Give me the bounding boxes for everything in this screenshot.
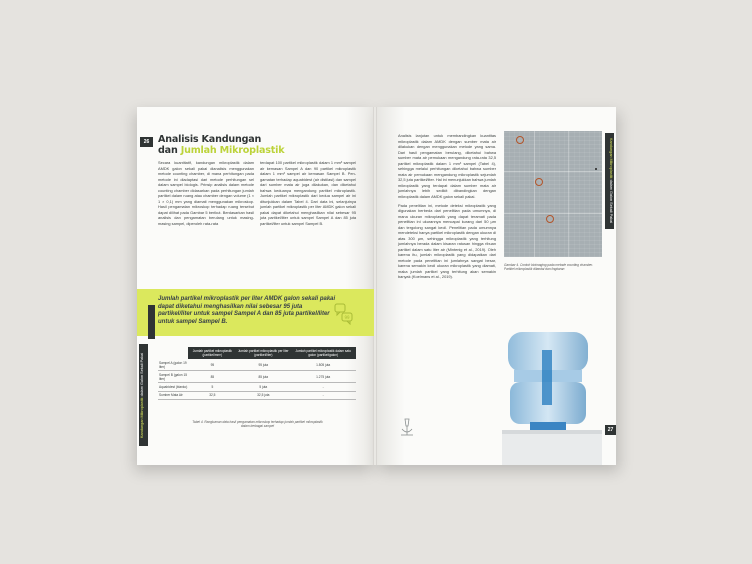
table-cell: 95 juta xyxy=(236,359,290,371)
table-header: Jumlah partikel mikroplastik dalam satu galon (partikel/galon) xyxy=(290,347,356,359)
table-cell: 1.275 juta xyxy=(290,371,356,383)
page-number-right: 27 xyxy=(605,425,616,435)
table-cell: 5 xyxy=(188,383,236,391)
table-row xyxy=(158,359,356,371)
speech-bubbles-icon xyxy=(334,303,354,325)
page-number-left: 26 xyxy=(140,137,153,147)
side-tab-subtitle: dalam Galon Sekali Pakai xyxy=(609,180,613,224)
table-cell: Sampel B (galon 15 liter) xyxy=(158,371,188,383)
table-cell: - xyxy=(290,383,356,391)
particle-marker xyxy=(535,178,543,186)
title-highlight: Jumlah Mikroplastik xyxy=(180,145,285,156)
table-cell: 85 juta xyxy=(236,371,290,383)
table-cell: Sampel A (galon 19 liter) xyxy=(158,359,188,371)
table-cell: - xyxy=(290,391,356,399)
paragraph: terdapat 100 partikel mikroplastik dalam 1 mm³ sampel air kemasan Sampel A dan 90 partikel mikroplastik dalam 1 mm³ sampel air kemasan Sampel B. Pengamatan terhadap aquabidest (air distilasi) dan sampel dari sumber mata air juga dilakukan, dan diketahui bahwa keduanya mengandung partikel mikroplastik. Jumlah partikel mikroplastik dari kedua sampel air ini ditunjukkan dalam Tabel 4. Dari data ini, selanjutnya jumlah partikel mikroplastik per liter AMDK galon sekali pakai dapat diketahui menghasilkan nilai sebesar 95 juta partikel/liter untuk sampel Sampel A dan 85 juta partikel/liter untuk sampel Sampel B. xyxy=(260,160,356,226)
right-side-tab xyxy=(605,133,614,229)
quote-bar xyxy=(148,305,155,339)
left-column-2 xyxy=(260,160,356,230)
section-title xyxy=(158,134,308,156)
table-cell: 95 xyxy=(188,359,236,371)
left-side-tab xyxy=(139,344,148,446)
table-cell: 32,5 xyxy=(188,391,236,399)
right-column-1 xyxy=(398,133,496,283)
table-header: Jumlah partikel mikroplastik per liter (partikel/liter) xyxy=(237,349,289,357)
table-cell: 32,5 juta xyxy=(236,391,290,399)
data-table xyxy=(158,347,356,400)
svg-text:99: 99 xyxy=(344,315,350,320)
particle-marker xyxy=(516,136,524,144)
microscope-icon xyxy=(399,417,415,437)
table-cell: 85 xyxy=(188,371,236,383)
title-line-2: dan Jumlah Mikroplastik xyxy=(158,145,285,156)
table-header xyxy=(158,347,188,359)
table-row xyxy=(158,371,356,383)
paragraph: Analisis lanjutan untuk membandingkan kuantitas mikroplastik dalam AMDK dengan sumber mata air dilakukan dengan menggunakan metode yang sama. Dari hasil pengamatan berulang, diketahui bahwa sumber mata air pemukaan mengandung rata-rata 32,5 partikel mikroplastik dalam 1 mm³ sampel (Tabel 4), sehingga melalui perhitungan diketahui bahwa sumber mata air pemukaan mengandung mikroplastik sejumlah 32,5 juta partikel/liter. Hal ini menunjukkan bahwa jumlah mikroplastik yang terdapat dalam sumber mata air jumlahnya lebih sedikit dibandingkan dengan mikroplastik dalam AMDK galon sekali pakai. xyxy=(398,133,496,199)
side-tab-subtitle: dalam Galon Sekali Pakai xyxy=(140,352,144,396)
left-column-1 xyxy=(158,160,254,230)
table-cell: Aquabidest (blanko) xyxy=(158,383,188,391)
table-header: Jumlah partikel mikroplastik (partikel/mm³) xyxy=(188,347,236,359)
particle-dot xyxy=(595,168,597,170)
figure-caption: Gambar 4. Contoh bioimaging pada metode counting chamber. Partikel mikroplastik ditandai dan lingkaran xyxy=(504,263,594,272)
table-caption: Tabel 4. Rangkuman data hasil pengamatan mikroskop terhadap jumlah partikel mikroplastik dalam berbagai sampel xyxy=(192,420,323,429)
side-tab-title: Kandungan Mikroplastik xyxy=(609,138,613,179)
pull-quote: Jumlah partikel mikroplastik per liter AMDK galon sekali pakai dapat diketahui menghasilkan nilai sebesar 95 juta partikel/liter untuk sampel Sampel A dan 85 juta partikel/liter untuk sampel Sampel B. xyxy=(158,296,336,325)
side-tab-title: Kandungan Mikroplastik xyxy=(140,397,144,438)
paragraph: Secara kuantitatif, kandungan mikroplastik dalam AMDK galon sekali pakai dianalisis menggunakan metode counting chamber, di mana perhitungan pada metode ini diadaptasi dari metode perhitungan sel dalam sampel biologis. Prinsip analisis dalam metode counting chamber didasarkan pada perhitungan jumlah partikel dalam ruang atau chamber dengan volume (1 × 1 × 0,1) mm yang diamati menggunakan mikroskop. Hasil pengamatan mikroskop terhadap ruang tersebut dapat dilihat pada Gambar 5 berikut. Berdasarkan hasil analisis dan pengamatan berulang untuk masing-masing sampel, diperoleh rata-rata xyxy=(158,160,254,226)
title-line-1: Analisis Kandungan xyxy=(158,134,262,145)
book-spine xyxy=(373,107,377,465)
particle-marker xyxy=(546,215,554,223)
microscope-image xyxy=(504,131,602,257)
table-row xyxy=(158,391,356,399)
paragraph: Pada penelitian ini, metode deteksi mikroplastik yang digunakan berbeda dari penelitian pada umumnya, di mana ukuran mikroplastik yang dapat teramati pada penelitian ini ukurannya mencapai kurang dari 50 µm dan tergolong sangat kecil. Penelitian pada umumnya mendeteksi hanya partikel mikroplastik dengan ukuran di atas 300 µm, sehingga mikroplastik yang terhitung jumlahnya berada dalam kisaran ratusan hingga ribuan partikel dalam satu liter air (Mintenig et al., 2019). Oleh karena itu, jumlah mikroplastik yang didapatkan dari metode pada penelitian ini jumlahnya sangat besar, karena semakin kecil ukuran mikroplastik yang diamati, maka jumlah partikel yang terhitung akan semakin banyak (Koelmans et al., 2019). xyxy=(398,202,496,279)
water-gallon-photo xyxy=(496,330,606,465)
table-row xyxy=(158,383,356,391)
table-cell: 5 juta xyxy=(236,383,290,391)
table-cell: Sumber Mata Air xyxy=(158,391,188,399)
table-cell: 1.805 juta xyxy=(290,359,356,371)
